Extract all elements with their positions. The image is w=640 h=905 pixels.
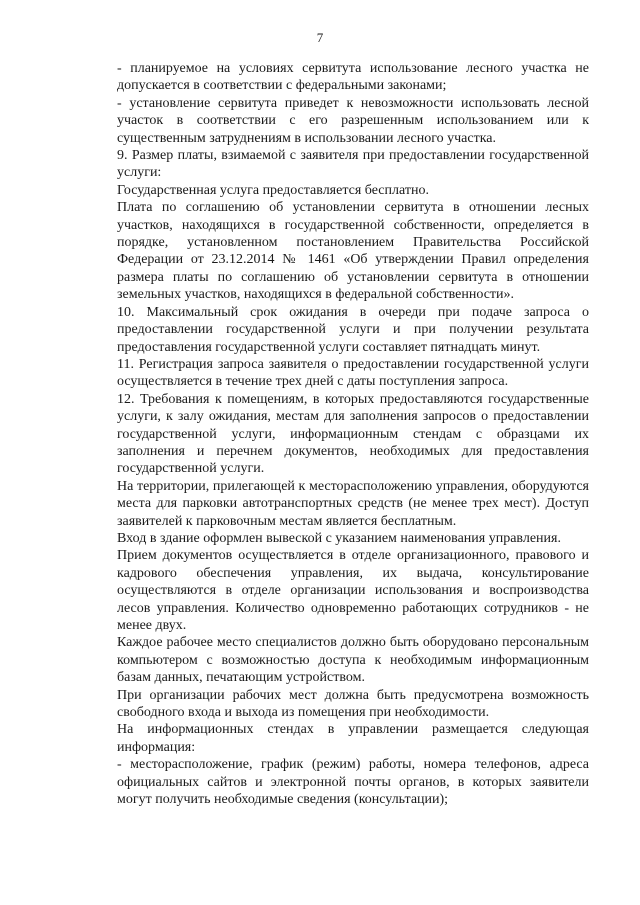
paragraph-info-stands: На информационных стендах в управлении размещается следующая информация: bbox=[117, 722, 589, 755]
paragraph-servitude-fee: Плата по соглашению об установлении сервитута в отношении лесных участков, находящихся в государственной собственности, определяется в порядке, установленном постановлением Правительства Российской Федерации от 23.12.2014 № 1461 «Об утверждении Правил определения размера платы по соглашению об установлении сервитута в отношении земельных участков, находящихся в федеральной собственности». bbox=[117, 200, 589, 303]
paragraph-9-fee-size: 9. Размер платы, взимаемой с заявителя при предоставлении государственной услуги: bbox=[117, 148, 589, 181]
paragraph-servitude-impossibility: - установление сервитута приведет к невозможности использовать лесной участок в соответствии с его разрешенным использованием или к существенным затруднениям в использовании лесного участка. bbox=[117, 95, 589, 146]
paragraph-workplace-equipment: Каждое рабочее место специалистов должно быть оборудовано персональным компьютером с возможностью доступа к необходимым информационным базам данных, печатающим устройством. bbox=[117, 635, 589, 686]
paragraph-parking: На территории, прилегающей к месторасположению управления, оборудуются места для парковки автотранспортных средств (не менее трех мест). Доступ заявителей к парковочным местам является бесплатным. bbox=[117, 478, 589, 529]
paragraph-11-registration: 11. Регистрация запроса заявителя о предоставлении государственной услуги осуществляется в течение трех дней с даты поступления запроса. bbox=[117, 356, 589, 390]
paragraph-10-waiting-time: 10. Максимальный срок ожидания в очереди при подаче запроса о предоставлении государственной услуги и при получении результата предоставления государственной услуги составляет пятнадцать минут. bbox=[117, 304, 589, 355]
page-number: 7 bbox=[316, 30, 324, 45]
paragraph-location-schedule: - месторасположение, график (режим) работы, номера телефонов, адреса официальных сайтов и электронной почты органов, в которых заявители могут получить необходимые сведения (консультации); bbox=[117, 757, 589, 808]
paragraph-document-reception: Прием документов осуществляется в отделе организационного, правового и кадрового обеспечения управления, их выдача, консультирование осуществляются в отделе организации использования и воспроизводства лесов управления. Количество одновременно работающих сотрудников - не менее двух. bbox=[117, 548, 589, 633]
paragraph-servitude-not-allowed: - планируемое на условиях сервитута использование лесного участка не допускается в соответствии с федеральными законами; bbox=[117, 61, 589, 94]
paragraph-entrance-sign: Вход в здание оформлен вывеской с указанием наименования управления. bbox=[117, 530, 561, 546]
paragraph-service-free: Государственная услуга предоставляется бесплатно. bbox=[117, 182, 429, 198]
paragraph-12-premises-requirements: 12. Требования к помещениям, в которых предоставляются государственные услуги, к залу ожидания, местам для заполнения запросов о предоставлении государственной услуги, информационным стендам с образцами их заполнения и перечнем документов, необходимых для предоставления государственной услуги. bbox=[117, 391, 589, 477]
paragraph-free-access: При организации рабочих мест должна быть предусмотрена возможность свободного входа и выхода из помещения при необходимости. bbox=[117, 687, 589, 721]
document-body bbox=[117, 60, 589, 808]
